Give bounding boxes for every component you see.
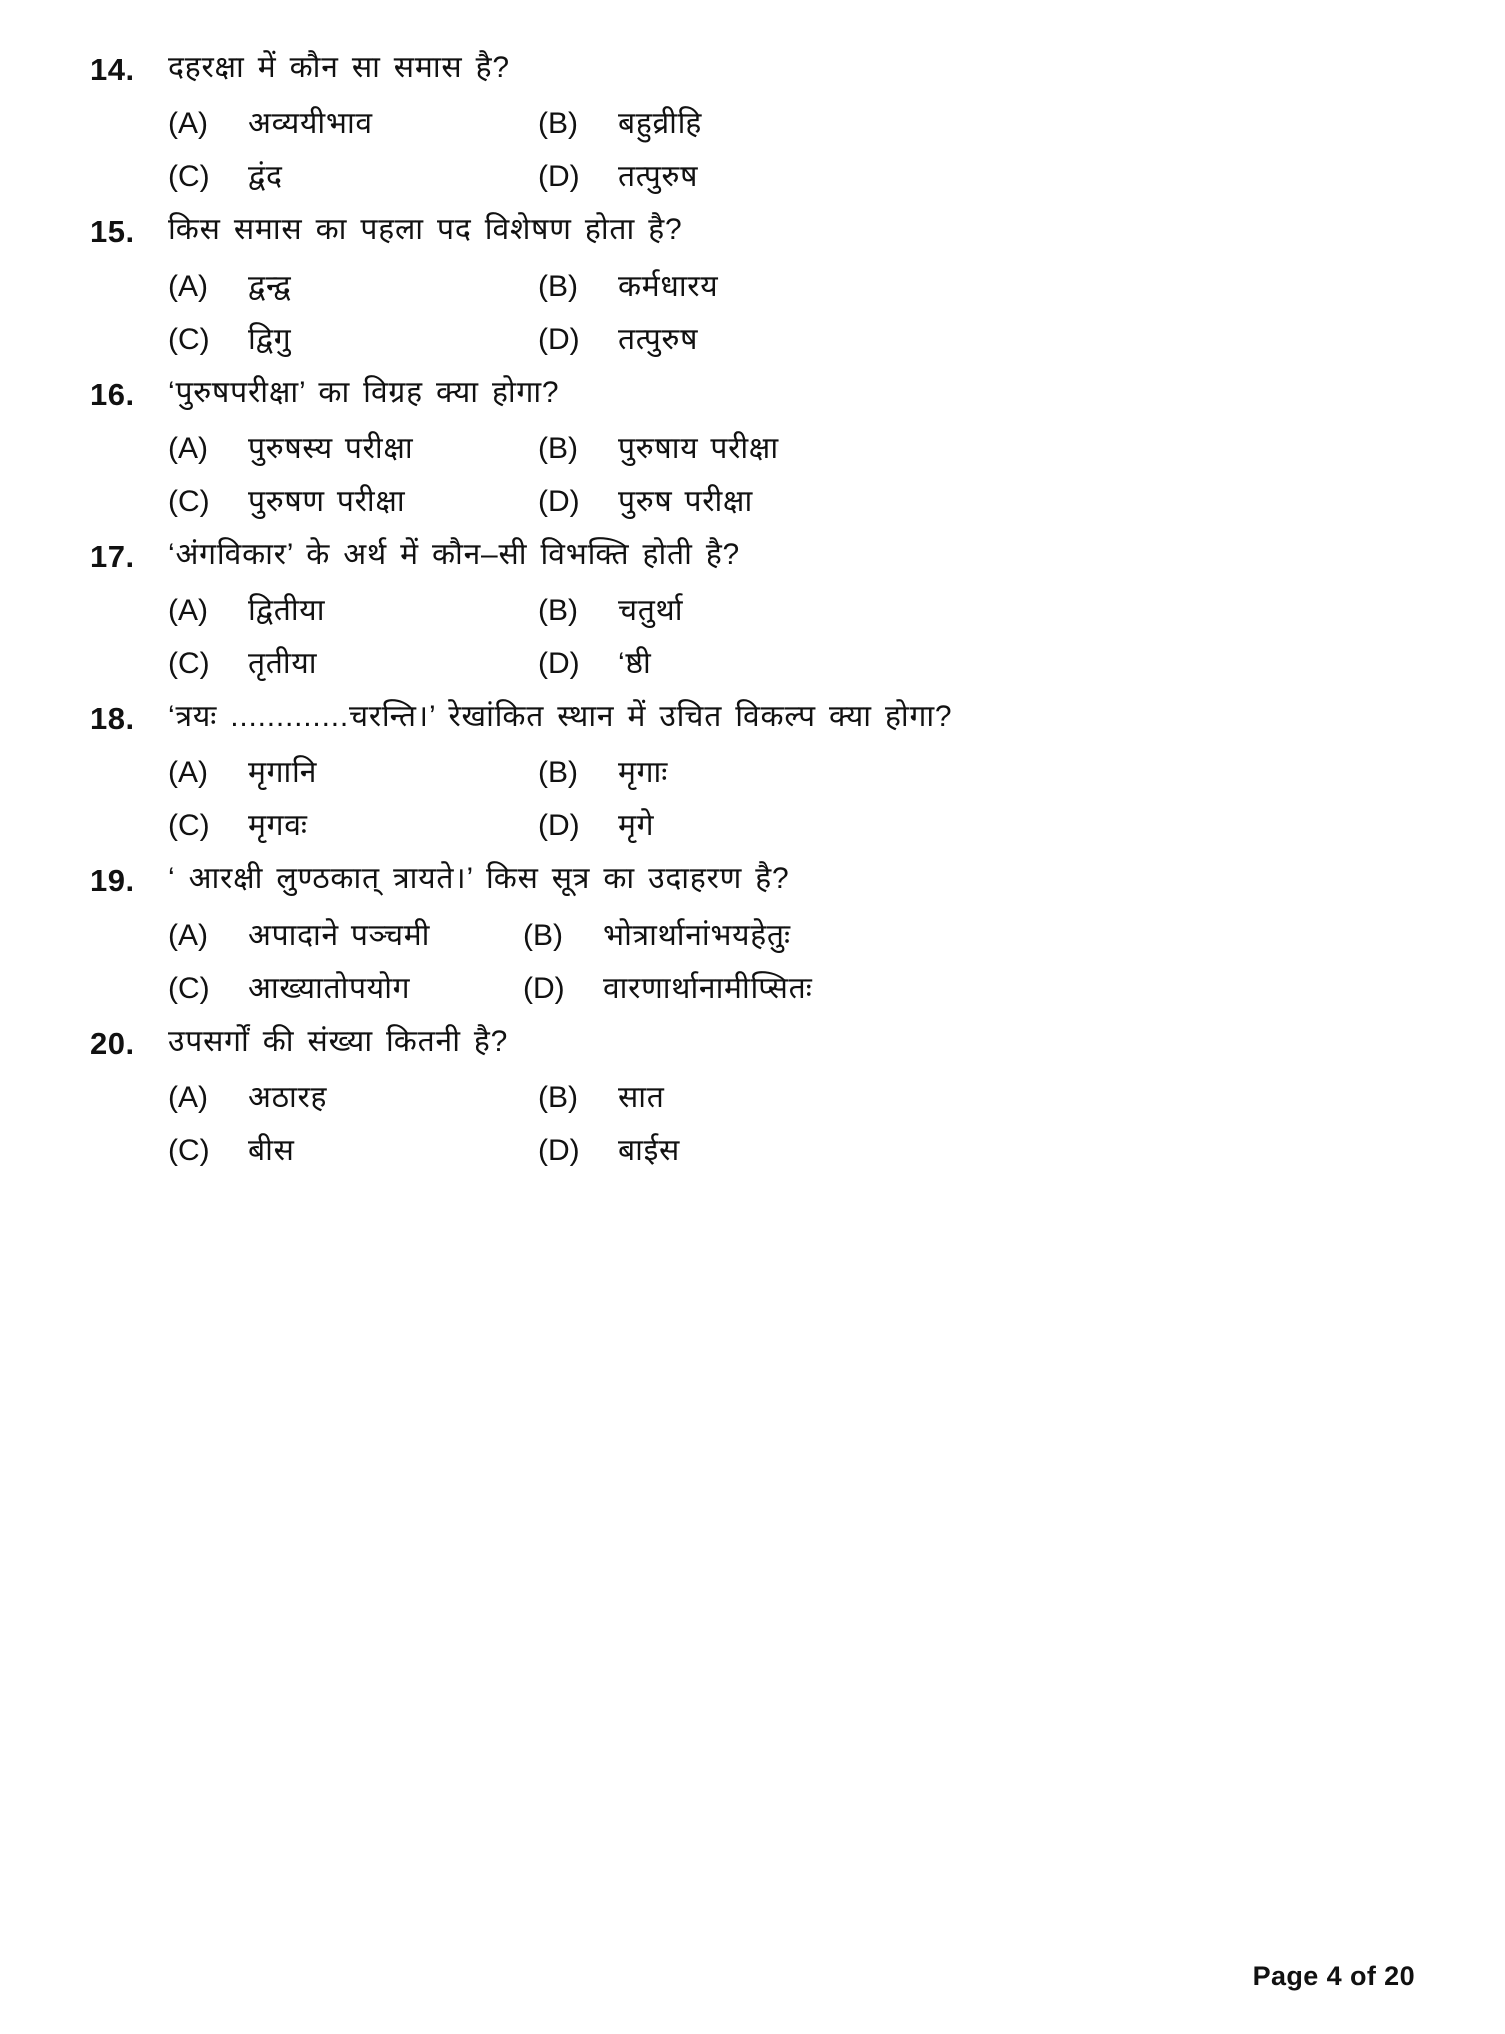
question-heading (90, 48, 1415, 90)
option-tag: (B) (538, 1081, 578, 1115)
option-label: तत्पुरुष (618, 160, 699, 194)
question-number: 18. (90, 701, 135, 737)
options-row-cd (168, 969, 1415, 1008)
option-label: बीस (248, 1134, 295, 1168)
options-group (168, 267, 1415, 359)
option-tag: (D) (538, 484, 580, 518)
question-heading (90, 373, 1415, 415)
question-text: किस समास का पहला पद विशेषण होता है? (168, 213, 683, 247)
options-row-cd (168, 1131, 1415, 1170)
option-tag: (D) (523, 971, 565, 1005)
option-a[interactable] (168, 267, 538, 306)
option-tag: (D) (538, 809, 580, 843)
option-tag: (C) (168, 1134, 210, 1168)
option-label: द्विगु (248, 322, 292, 356)
options-row-ab (168, 591, 1415, 630)
question-block-16 (90, 373, 1415, 521)
footer-total-pages: 20 (1384, 1961, 1415, 1991)
footer-page-label: Page (1252, 1961, 1319, 1991)
option-b[interactable] (538, 267, 1415, 306)
option-tag: (C) (168, 160, 210, 194)
option-tag: (B) (523, 918, 563, 952)
option-label: आख्यातोपयोग (248, 971, 411, 1005)
options-row-ab (168, 916, 1415, 955)
question-block-19 (90, 859, 1415, 1007)
question-number: 14. (90, 52, 135, 87)
option-c[interactable] (168, 1131, 538, 1170)
options-row-ab (168, 267, 1415, 306)
option-label: चतुर्था (618, 594, 684, 628)
option-label: अठारह (248, 1081, 328, 1115)
options-row-cd (168, 644, 1415, 683)
option-tag: (D) (538, 160, 580, 194)
question-heading (90, 859, 1415, 901)
option-label: पुरुषण परीक्षा (248, 484, 406, 518)
options-group (168, 753, 1415, 845)
option-label: तत्पुरुष (618, 322, 699, 356)
option-c[interactable] (168, 157, 538, 196)
footer-page-number: 4 (1326, 1961, 1343, 1991)
option-label: मृगवः (248, 809, 308, 843)
option-label: मृगाः (618, 756, 669, 790)
option-b[interactable] (538, 753, 1415, 792)
question-heading (90, 210, 1415, 252)
footer-of-label: of (1349, 1961, 1377, 1991)
question-heading (90, 535, 1415, 577)
question-text: दहरक्षा में कौन सा समास है? (168, 51, 510, 84)
option-a[interactable] (168, 916, 523, 955)
option-d[interactable] (538, 157, 1415, 196)
option-label: भोत्रार्थानांभयहेतुः (603, 918, 791, 952)
option-label: बहुव्रीहि (618, 107, 703, 141)
option-tag: (A) (168, 1081, 208, 1115)
option-label: सात (618, 1081, 665, 1115)
options-row-cd (168, 320, 1415, 359)
options-row-cd (168, 806, 1415, 845)
option-label: अव्ययीभाव (248, 107, 373, 141)
option-tag: (D) (538, 1134, 580, 1168)
option-d[interactable] (538, 644, 1415, 683)
option-a[interactable] (168, 429, 538, 468)
option-label: बाईस (618, 1134, 681, 1168)
question-number: 19. (90, 863, 135, 899)
question-number: 16. (90, 376, 135, 412)
option-tag: (A) (168, 756, 208, 790)
option-c[interactable] (168, 806, 538, 845)
question-block-18 (90, 697, 1415, 845)
question-text: ‘पुरुषपरीक्षा’ का विग्रह क्या होगा? (168, 375, 560, 409)
option-tag: (D) (538, 647, 580, 681)
option-d[interactable] (538, 806, 1415, 845)
option-tag: (B) (538, 431, 578, 465)
option-label: तृतीया (248, 647, 318, 681)
options-group (168, 916, 1415, 1008)
question-block-17 (90, 535, 1415, 683)
options-row-cd (168, 482, 1415, 521)
question-number: 20. (90, 1025, 135, 1061)
option-b[interactable] (538, 429, 1415, 468)
option-tag: (C) (168, 322, 210, 356)
page-footer (1253, 1961, 1415, 1992)
option-d[interactable] (538, 482, 1415, 521)
option-a[interactable] (168, 753, 538, 792)
option-label: द्वंद (248, 160, 283, 194)
option-tag: (C) (168, 647, 210, 681)
option-label: कर्मधारय (618, 269, 719, 303)
question-heading (90, 697, 1415, 739)
option-tag: (B) (538, 594, 578, 628)
options-row-ab (168, 1078, 1415, 1117)
option-a[interactable] (168, 1078, 538, 1117)
option-tag: (A) (168, 431, 208, 465)
option-c[interactable] (168, 482, 538, 521)
option-tag: (C) (168, 809, 210, 843)
question-heading (90, 1022, 1415, 1064)
option-tag: (D) (538, 322, 580, 356)
option-label: पुरुषाय परीक्षा (618, 431, 779, 465)
options-group (168, 429, 1415, 521)
option-tag: (B) (538, 269, 578, 303)
option-tag: (A) (168, 918, 208, 952)
option-c[interactable] (168, 969, 523, 1008)
question-block-14 (90, 48, 1415, 196)
question-block-20 (90, 1022, 1415, 1170)
option-tag: (A) (168, 269, 208, 303)
option-label: पुरुष परीक्षा (618, 484, 753, 518)
options-group (168, 591, 1415, 683)
option-d[interactable] (538, 1131, 1415, 1170)
option-tag: (A) (168, 107, 208, 141)
option-label: वारणार्थानामीप्सितः (603, 971, 813, 1005)
options-row-cd (168, 157, 1415, 196)
option-label: ‘ष्ठी (618, 647, 652, 681)
option-label: मृगे (618, 809, 655, 843)
options-row-ab (168, 104, 1415, 143)
option-label: मृगानि (248, 756, 318, 790)
option-d[interactable] (523, 969, 1415, 1008)
question-text: ‘त्रयः .............चरन्ति।’ रेखांकित स्थान में उचित विकल्प क्या होगा? (168, 700, 953, 734)
option-tag: (B) (538, 107, 578, 141)
question-number: 15. (90, 214, 135, 250)
options-row-ab (168, 429, 1415, 468)
option-c[interactable] (168, 320, 538, 359)
option-label: द्वन्द्व (248, 269, 292, 303)
question-text: ‘अंगविकार’ के अर्थ में कौन–सी विभक्ति होती है? (168, 537, 741, 571)
option-b[interactable] (538, 591, 1415, 630)
question-text: उपसर्गों की संख्या कितनी है? (168, 1024, 509, 1058)
option-label: द्वितीया (248, 594, 326, 628)
option-b[interactable] (538, 104, 1415, 143)
option-d[interactable] (538, 320, 1415, 359)
option-a[interactable] (168, 104, 538, 143)
option-label: पुरुषस्य परीक्षा (248, 431, 414, 465)
option-a[interactable] (168, 591, 538, 630)
option-tag: (C) (168, 971, 210, 1005)
option-b[interactable] (523, 916, 1415, 955)
option-tag: (C) (168, 484, 210, 518)
option-tag: (B) (538, 756, 578, 790)
options-group (168, 104, 1415, 196)
question-number: 17. (90, 538, 135, 574)
option-c[interactable] (168, 644, 538, 683)
option-label: अपादाने पञ्चमी (248, 918, 431, 952)
option-b[interactable] (538, 1078, 1415, 1117)
options-group (168, 1078, 1415, 1170)
option-tag: (A) (168, 594, 208, 628)
question-block-15 (90, 210, 1415, 358)
question-text: ‘ आरक्षी लुण्ठकात् त्रायते।’ किस सूत्र का उदाहरण है? (168, 862, 790, 896)
options-row-ab (168, 753, 1415, 792)
